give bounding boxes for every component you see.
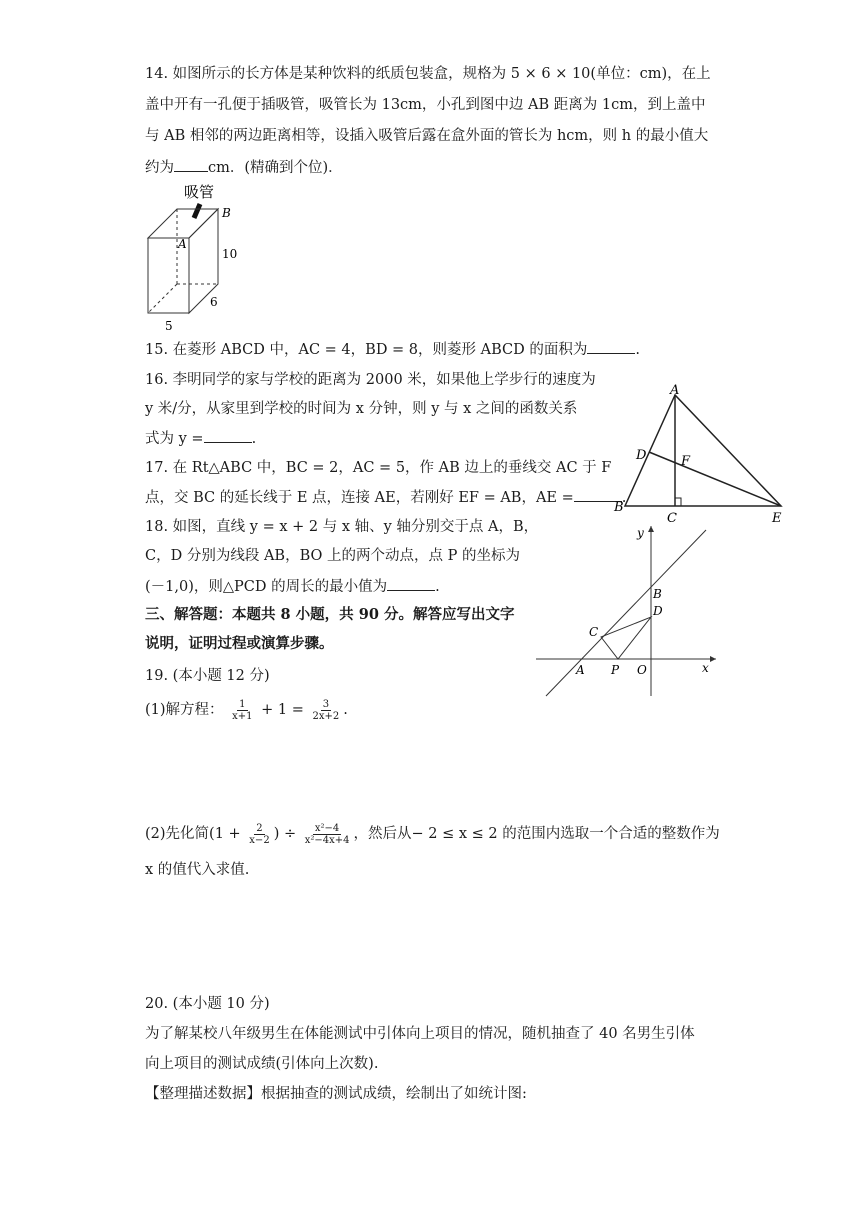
q18-line-2: C，D 分别为线段 AB，BO 上的两个动点，点 P 的坐标为 bbox=[145, 548, 520, 564]
line-y-equals-x-plus-2 bbox=[546, 530, 706, 696]
q20-header: 20. (本小题 10 分) bbox=[145, 996, 270, 1012]
q14-line-4 bbox=[145, 157, 343, 178]
q18-text: (－1,0)，则△PCD 的周长的最小值为 bbox=[145, 579, 388, 595]
q14-text-suffix: cm．(精确到个位)． bbox=[208, 160, 343, 176]
label-c: C bbox=[667, 511, 677, 525]
label-a: A bbox=[576, 663, 585, 677]
point-label-a: A bbox=[178, 237, 187, 251]
q19-part2-label: (2)先化简(1 + bbox=[145, 826, 241, 842]
fraction bbox=[247, 823, 271, 846]
section-3-heading-cont: 说明，证明过程或演算步骤。 bbox=[145, 635, 334, 652]
q19-part1 bbox=[145, 697, 348, 723]
fraction bbox=[311, 699, 342, 722]
segment-de bbox=[649, 452, 781, 506]
q16-line-3 bbox=[145, 428, 256, 449]
right-angle-mark bbox=[675, 498, 681, 506]
label-p: P bbox=[611, 663, 620, 677]
fraction bbox=[230, 699, 254, 722]
q16-text-end: . bbox=[251, 431, 257, 447]
q16-line-1: 16. 李明同学的家与学校的距离为 2000 米，如果他上学步行的速度为 bbox=[145, 372, 596, 388]
straw bbox=[194, 204, 200, 218]
width-dimension: 5 bbox=[165, 319, 173, 332]
fraction-numerator: 2 bbox=[256, 822, 263, 834]
q17-line-1: 17. 在 Rt△ABC 中，BC = 2，AC = 5，作 AB 边上的垂线交 AC 于 F bbox=[145, 460, 612, 476]
fraction-denominator: x−2 bbox=[249, 834, 270, 846]
answer-blank bbox=[387, 576, 435, 591]
fraction-numerator: x²−4 bbox=[314, 822, 340, 834]
fraction-numerator: 3 bbox=[322, 698, 330, 710]
equation-middle: + 1 = bbox=[261, 702, 304, 718]
y-axis-arrow bbox=[648, 526, 654, 532]
depth-dimension: 6 bbox=[210, 295, 218, 309]
straw-label: 吸管 bbox=[184, 183, 215, 201]
label-d: D bbox=[653, 604, 663, 618]
q19-part1-label: (1)解方程： bbox=[145, 702, 224, 718]
q14-line-2: 盖中开有一孔便于插吸管，吸管长为 13cm，小孔到图中边 AB 距离为 1cm，到上盖中 bbox=[145, 97, 706, 113]
coordinate-figure bbox=[530, 520, 720, 700]
q19-part2 bbox=[145, 821, 720, 847]
label-y: y bbox=[637, 526, 644, 540]
height-dimension: 10 bbox=[222, 247, 238, 261]
triangle-figure bbox=[605, 383, 795, 525]
q14-text-prefix: 约为 bbox=[145, 160, 174, 176]
label-d: D bbox=[636, 448, 647, 463]
label-x: x bbox=[702, 661, 709, 675]
q19-part2-line-2: x 的值代入求值. bbox=[145, 862, 250, 878]
box-top-face bbox=[148, 209, 218, 238]
division-sign: ) ÷ bbox=[273, 826, 297, 842]
q18-line-1: 18. 如图，直线 y = x + 2 与 x 轴、y 轴分别交于点 A，B， bbox=[145, 519, 539, 535]
q19-header: 19. (本小题 12 分) bbox=[145, 668, 270, 684]
label-c: C bbox=[589, 625, 599, 639]
point-label-b: B bbox=[222, 206, 231, 220]
label-b: B bbox=[614, 500, 624, 515]
box-figure bbox=[140, 180, 250, 332]
q15-text-end: . bbox=[635, 342, 640, 358]
q15-line bbox=[145, 339, 640, 360]
q16-line-2: y 米/分，从家里到学校的时间为 x 分钟，则 y 与 x 之间的函数关系 bbox=[145, 401, 578, 417]
q17-text-end: . bbox=[621, 490, 627, 506]
hidden-edge bbox=[148, 284, 177, 313]
fraction-numerator: 1 bbox=[239, 698, 246, 710]
q18-text-end: . bbox=[435, 579, 440, 595]
triangle-abe bbox=[625, 395, 781, 506]
equation-end: . bbox=[343, 702, 348, 718]
q16-text: 式为 y = bbox=[145, 431, 204, 447]
q20-line-3: 【整理描述数据】根据抽查的测试成绩，绘制出了如统计图: bbox=[145, 1086, 527, 1102]
fraction-denominator: 2x+2 bbox=[312, 710, 340, 722]
section-3-heading: 三、解答题：本题共 8 小题，共 90 分。解答应写出文字 bbox=[145, 606, 515, 623]
label-b: B bbox=[653, 587, 662, 601]
label-o: O bbox=[637, 663, 647, 677]
fraction-denominator: x²−4x+4 bbox=[304, 834, 350, 846]
q20-line-2: 向上项目的测试成绩(引体向上次数). bbox=[145, 1056, 379, 1072]
q17-line-2 bbox=[145, 487, 626, 508]
answer-blank bbox=[174, 157, 208, 172]
label-e: E bbox=[772, 511, 782, 525]
q19-part2-text: ，然后从− 2 ≤ x ≤ 2 的范围内选取一个合适的整数作为 bbox=[353, 826, 720, 842]
label-f: F bbox=[681, 454, 691, 469]
x-axis-arrow bbox=[710, 656, 716, 662]
q14-line-1: 14. 如图所示的长方体是某种饮料的纸质包装盒，规格为 5 × 6 × 10(单位：cm)，在上 bbox=[145, 66, 711, 82]
q15-text: 15. 在菱形 ABCD 中，AC = 4，BD = 8，则菱形 ABCD 的面积为 bbox=[145, 342, 588, 358]
q17-text: 点，交 BC 的延长线于 E 点，连接 AE，若刚好 EF = AB，AE = bbox=[145, 490, 574, 506]
fraction-denominator: x+1 bbox=[232, 710, 253, 722]
q20-line-1: 为了解某校八年级男生在体能测试中引体向上项目的情况，随机抽查了 40 名男生引体 bbox=[145, 1026, 695, 1042]
answer-blank bbox=[204, 428, 252, 443]
q14-line-3: 与 AB 相邻的两边距离相等，设插入吸管后露在盒外面的管长为 hcm，则 h 的最小值大 bbox=[145, 128, 709, 144]
triangle-pcd bbox=[601, 617, 651, 659]
label-a: A bbox=[670, 383, 680, 398]
answer-blank bbox=[587, 339, 635, 354]
q18-line-3 bbox=[145, 576, 440, 597]
fraction bbox=[303, 823, 352, 846]
